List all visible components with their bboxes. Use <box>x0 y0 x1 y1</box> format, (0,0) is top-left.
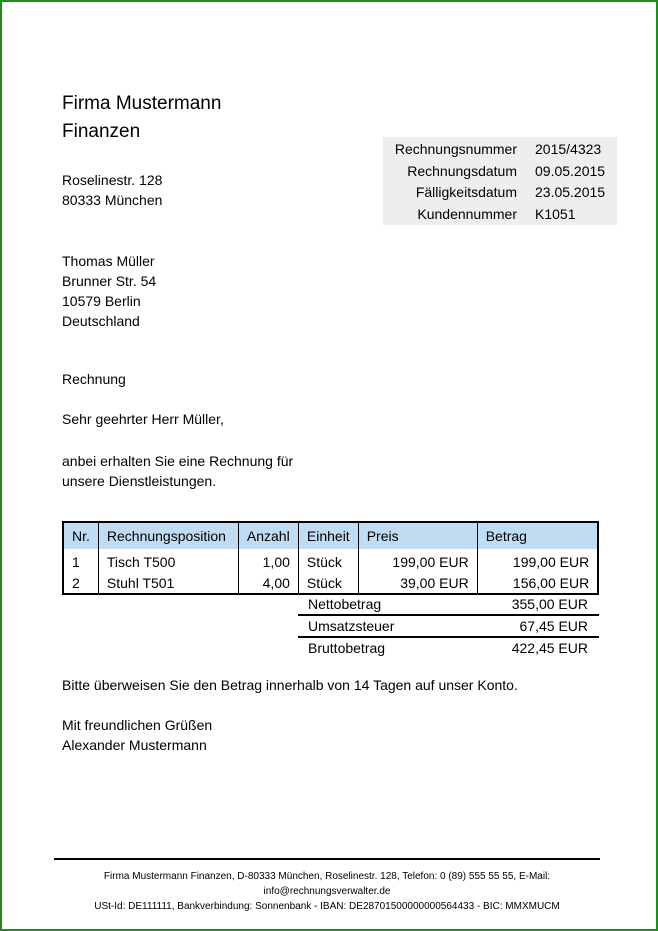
letter-subject: Rechnung <box>62 371 126 387</box>
net-total-value: 355,00 EUR <box>511 596 588 612</box>
footer-line: Firma Mustermann Finanzen, D-80333 München, Roselinestr. 128, Telefon: 0 (89) 555 55 55, E-Mail: <box>103 871 551 882</box>
letter-closing <box>62 715 212 755</box>
letter-greeting: Sehr geehrter Herr Müller, <box>62 411 224 427</box>
recipient-street: Brunner Str. 54 <box>62 273 157 289</box>
vat-label: Umsatzsteuer <box>308 618 395 634</box>
meta-label: Rechnungsnummer <box>394 141 517 157</box>
meta-label: Kundennummer <box>417 206 517 222</box>
footer-divider <box>54 858 600 860</box>
cell-price: 39,00 EUR <box>358 572 477 594</box>
table-header-row <box>63 522 598 549</box>
invoice-items-table <box>62 521 599 595</box>
recipient-address <box>62 251 156 331</box>
company-department: Finanzen <box>62 121 141 142</box>
meta-row-customer-number <box>383 203 617 225</box>
recipient-city: 10579 Berlin <box>62 293 141 309</box>
cell-quantity: 4,00 <box>238 572 298 594</box>
gross-total-label: Bruttobetrag <box>308 640 386 656</box>
net-total-label: Nettobetrag <box>308 596 382 612</box>
col-header-nr: Nr. <box>63 522 98 549</box>
page-footer <box>54 869 600 914</box>
cell-unit: Stück <box>298 549 358 572</box>
intro-line: anbei erhalten Sie eine Rechnung für <box>62 453 294 469</box>
meta-label: Fälligkeitsdatum <box>415 184 517 200</box>
vat-row <box>298 615 598 637</box>
gross-total-row <box>298 637 598 659</box>
recipient-country: Deutschland <box>62 313 140 329</box>
sender-street: Roselinestr. 128 <box>62 172 163 188</box>
cell-quantity: 1,00 <box>238 549 298 572</box>
cell-position: Tisch T500 <box>98 549 238 572</box>
cell-unit: Stück <box>298 572 358 594</box>
cell-amount: 156,00 EUR <box>477 572 598 594</box>
cell-nr: 1 <box>63 549 98 572</box>
invoice-meta-box <box>383 137 617 225</box>
intro-line: unsere Dienstleistungen. <box>62 473 217 489</box>
vat-value: 67,45 EUR <box>519 618 588 634</box>
meta-row-invoice-number <box>383 138 617 160</box>
company-header <box>62 90 221 146</box>
payment-note: Bitte überweisen Sie den Betrag innerhalb von 14 Tagen auf unser Konto. <box>62 677 518 693</box>
net-total-row <box>298 593 598 615</box>
cell-nr: 2 <box>63 572 98 594</box>
col-header-unit: Einheit <box>298 522 358 549</box>
meta-value: 23.05.2015 <box>535 184 606 200</box>
col-header-price: Preis <box>358 522 477 549</box>
sender-address <box>62 170 162 210</box>
signature-name: Alexander Mustermann <box>62 737 207 753</box>
table-row <box>63 572 598 594</box>
col-header-quantity: Anzahl <box>238 522 298 549</box>
table-row <box>63 549 598 572</box>
recipient-name: Thomas Müller <box>62 253 155 269</box>
meta-value: 09.05.2015 <box>535 163 606 179</box>
cell-price: 199,00 EUR <box>358 549 477 572</box>
company-name: Firma Mustermann <box>62 93 222 114</box>
meta-row-invoice-date <box>383 160 617 182</box>
meta-value: 2015/4323 <box>535 141 602 157</box>
letter-intro <box>62 451 293 491</box>
col-header-amount: Betrag <box>477 522 598 549</box>
sender-city: 80333 München <box>62 192 163 208</box>
footer-email: info@rechnungsverwalter.de <box>263 886 391 897</box>
meta-value: K1051 <box>535 206 576 222</box>
cell-position: Stuhl T501 <box>98 572 238 594</box>
col-header-position: Rechnungsposition <box>98 522 238 549</box>
cell-amount: 199,00 EUR <box>477 549 598 572</box>
closing-phrase: Mit freundlichen Grüßen <box>62 717 213 733</box>
meta-row-due-date <box>383 181 617 203</box>
footer-line: USt-Id: DE111111, Bankverbindung: Sonnenbank - IBAN: DE28701500000000564433 - BIC: MMXMUCM <box>94 901 560 912</box>
meta-label: Rechnungsdatum <box>407 163 517 179</box>
gross-total-value: 422,45 EUR <box>511 640 588 656</box>
